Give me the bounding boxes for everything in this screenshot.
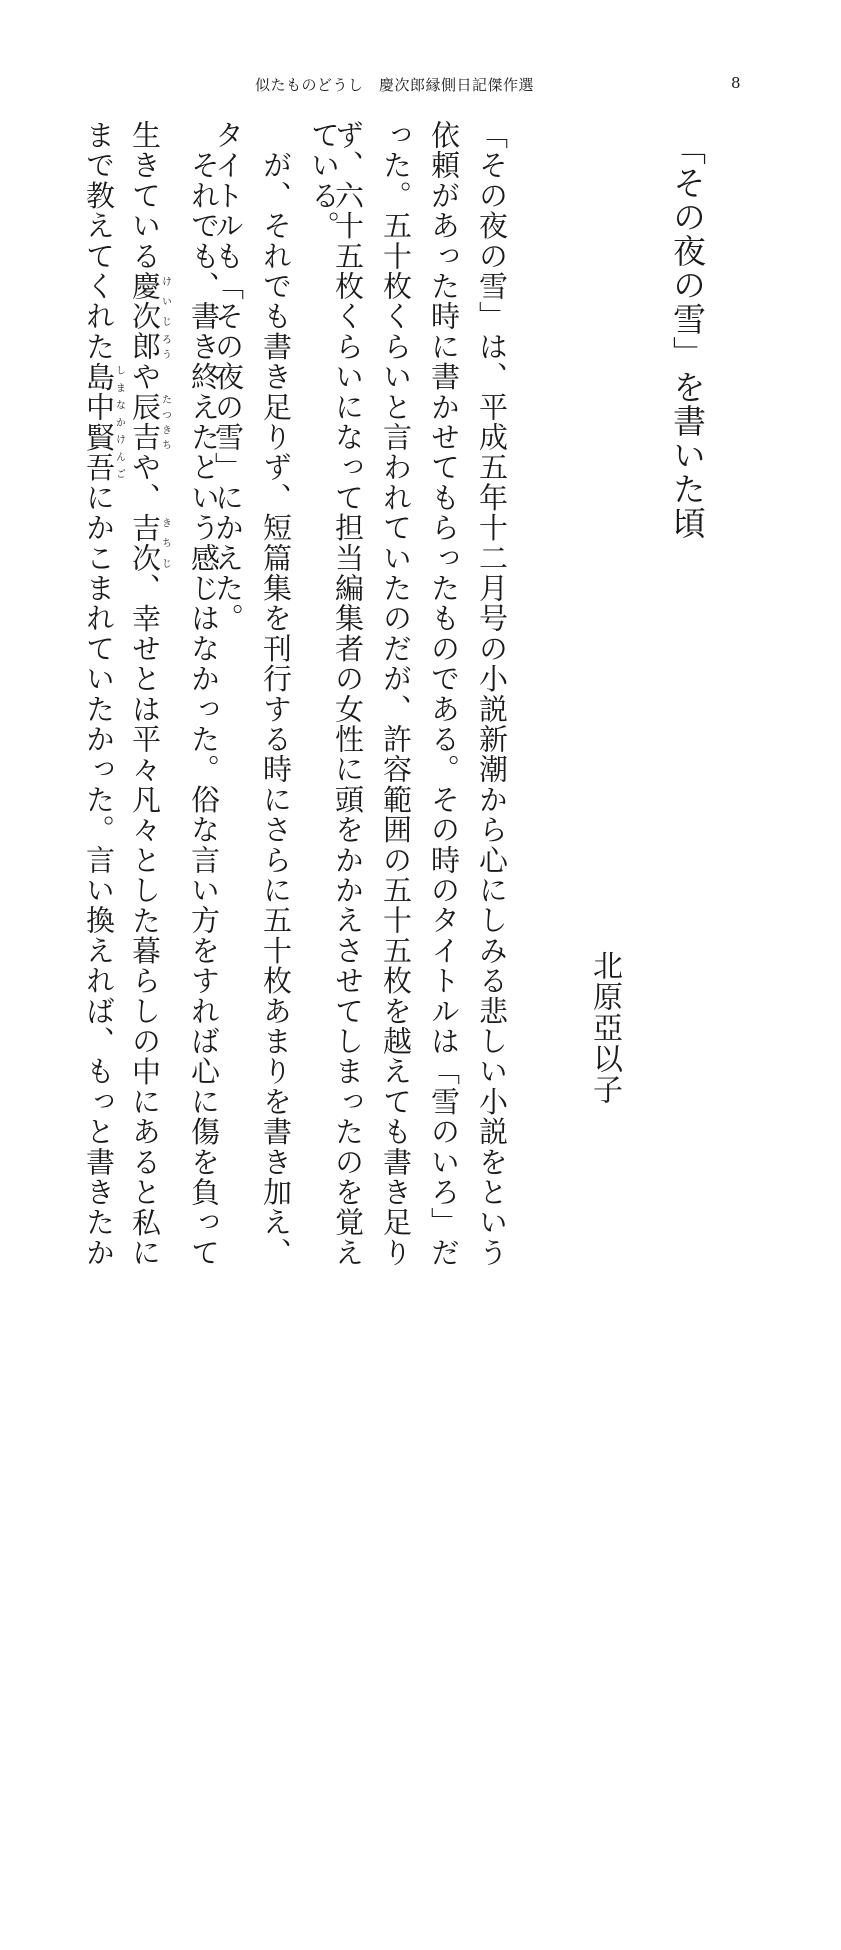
body-line-2: 依頼があった時に書かせてもらったものである。その時のタイトルは「雪のいろ」だ	[427, 120, 461, 1268]
ruby-keiji	[128, 271, 171, 332]
body-line-8: それでも、書き終えたという感じはなかった。俗な言い方をすれば心に傷を負って	[187, 120, 221, 1268]
body-line-7: タイトルも「その夜の雪」にかえた。	[211, 120, 245, 634]
ruby-keiji-base: 慶次	[128, 271, 162, 332]
line10-text-a: まで教えてくれた	[82, 120, 116, 362]
author-name: 北原亞以子	[587, 950, 622, 1105]
line10-text-b: にかこまれていたかった。言い換えれば、もっと書きたか	[82, 482, 116, 1268]
body-line-10	[82, 120, 125, 1268]
ruby-ro	[128, 331, 171, 362]
line9-text-a: 生きている	[128, 120, 162, 271]
ruby-shimanaka	[82, 361, 125, 483]
body-line-9	[128, 120, 171, 1268]
ruby-ro-reading: ろう	[159, 331, 171, 362]
body-line-4: ず、六十五枚くらいになって担当編集者の女性に頭をかかえさせてしまったのを覚え	[331, 120, 365, 1268]
body-line-3: った。五十枚くらいと言われていたのだが、許容範囲の五十五枚を越えても書き足り	[379, 120, 413, 1268]
ruby-kichiji-base: 吉次	[128, 512, 162, 574]
ruby-tatsukichi-base: 辰吉	[128, 391, 162, 453]
essay-title: 「その夜の雪」を書いた頃	[668, 132, 707, 540]
page-number: 8	[731, 74, 741, 92]
ruby-shimanaka-base: 島中賢吾	[82, 361, 116, 483]
ruby-kichiji	[128, 512, 171, 574]
ruby-kichiji-reading: きちじ	[159, 512, 171, 574]
body-line-5: ている。	[307, 120, 341, 241]
line9-text-b: や	[128, 361, 162, 392]
ruby-tatsukichi	[128, 391, 171, 453]
ruby-shimanaka-reading: しまなかけんご	[113, 361, 125, 483]
ruby-keiji-reading: けいじ	[159, 271, 171, 332]
line9-text-c: や、	[128, 452, 162, 513]
ruby-tatsukichi-reading: たつきち	[159, 391, 171, 453]
body-line-1: 「その夜の雪」は、平成五年十二月号の小説新潮から心にしみる悲しい小説をという	[475, 120, 509, 1268]
running-title: 似たものどうし 慶次郎縁側日記傑作選	[255, 76, 535, 94]
line9-text-d: 、幸せとは平々凡々とした暮らしの中にあると私に	[128, 573, 162, 1268]
body-line-6: が、それでも書き足りず、短篇集を刊行する時にさらに五十枚あまりを書き加え、	[259, 120, 293, 1268]
ruby-ro-base: 郎	[128, 331, 162, 362]
running-header	[0, 74, 841, 98]
